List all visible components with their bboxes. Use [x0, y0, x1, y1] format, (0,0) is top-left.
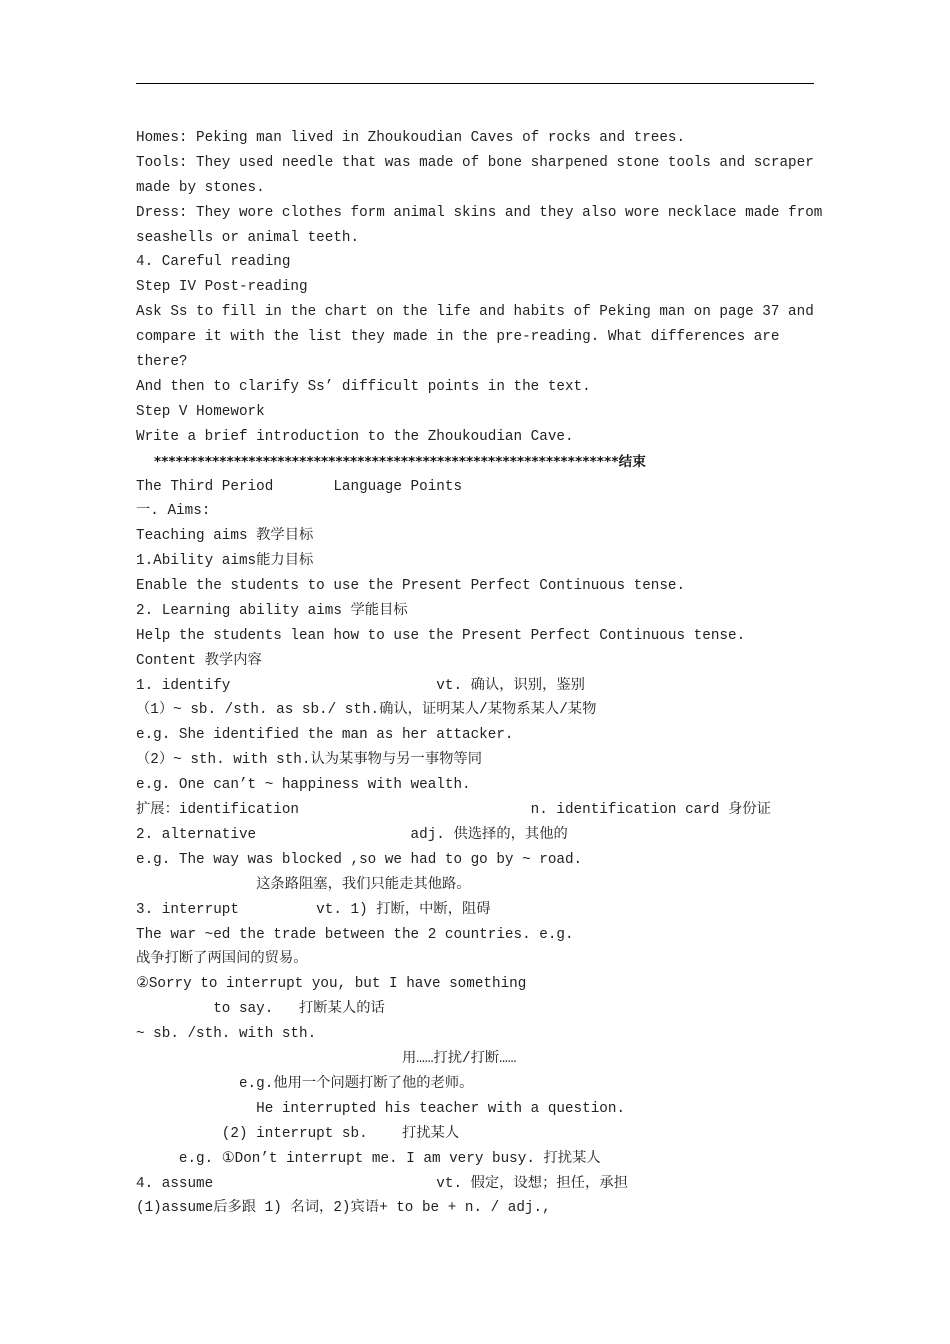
text-line-step-v: Step V Homework	[136, 404, 265, 420]
text-line-enable: Enable the students to use the Present Perfect Continuous tense.	[136, 578, 686, 594]
text-line-alternative-eg: e.g. The way was blocked ,so we had to go by ~ road.	[136, 852, 583, 868]
text-line-interrupt-with: ~ sb. /sth. with sth.	[136, 1026, 317, 1042]
text-line-assume: 4. assume vt. 假定，设想；担任，承担	[136, 1176, 628, 1192]
text-line-homework: Write a brief introduction to the Zhoukoudian Cave.	[136, 429, 574, 445]
text-line-identify-eg1: e.g. She identified the man as her attacker.	[136, 727, 514, 743]
text-line-alternative: 2. alternative adj. 供选择的，其他的	[136, 827, 568, 843]
text-line-interrupt-say: to say. 打断某人的话	[136, 1001, 385, 1017]
text-line-interrupt-cn: 战争打断了两国间的贸易。	[136, 951, 308, 967]
text-line-teaching-aims: Teaching aims 教学目标	[136, 528, 314, 544]
text-line-identify-1: （1）~ sb. /sth. as sb./ sth.确认，证明某人/某物系某人/某物	[136, 702, 597, 718]
section-separator: ****************************************************************结束	[154, 454, 647, 470]
text-line-clarify: And then to clarify Ss’ difficult points in the text.	[136, 379, 591, 395]
text-line-identify-eg2: e.g. One can’t ~ happiness with wealth.	[136, 777, 471, 793]
text-line-ask-ss: Ask Ss to fill in the chart on the life and habits of Peking man on page 37 and	[136, 304, 814, 320]
text-line-learning-ability: 2. Learning ability aims 学能目标	[136, 603, 408, 619]
text-line-interrupt-eg-cn: e.g.他用一个问题打断了他的老师。	[136, 1076, 474, 1092]
text-line-interrupt-sb: (2) interrupt sb. 打扰某人	[136, 1126, 460, 1142]
text-line-careful-reading: 4. Careful reading	[136, 254, 291, 270]
text-line-ability-aims: 1.Ability aims能力目标	[136, 553, 314, 569]
text-line-tools: Tools: They used needle that was made of bone sharpened stone tools and scraper	[136, 155, 814, 171]
text-line-alternative-cn: 这条路阻塞，我们只能走其他路。	[136, 877, 471, 893]
text-line-interrupt-eg-en: He interrupted his teacher with a question.	[136, 1101, 626, 1117]
text-line-assume-1: (1)assume后多跟 1) 名词，2)宾语+ to be + n. / adj.,	[136, 1200, 551, 1216]
text-line-content: Content 教学内容	[136, 653, 262, 669]
text-line-step-iv: Step IV Post-reading	[136, 279, 308, 295]
text-line-third-period: The Third Period Language Points	[136, 479, 463, 495]
text-line-homes: Homes: Peking man lived in Zhoukoudian Caves of rocks and trees.	[136, 130, 686, 146]
header-rule	[136, 83, 814, 84]
text-line-interrupt-sorry: ②Sorry to interrupt you, but I have something	[136, 976, 527, 992]
text-line-help: Help the students lean how to use the Present Perfect Continuous tense.	[136, 628, 746, 644]
text-line-identify-2: （2）~ sth. with sth.认为某事物与另一事物等同	[136, 752, 483, 768]
text-line-tools-cont: made by stones.	[136, 180, 265, 196]
text-line-interrupt: 3. interrupt vt. 1) 打断，中断，阻碍	[136, 902, 491, 918]
text-line-interrupt-with-cn: 用……打扰/打断……	[136, 1051, 517, 1067]
text-line-identification: 扩展：identification n. identification card 身份证	[136, 802, 771, 818]
text-line-there: there?	[136, 354, 188, 370]
text-line-compare: compare it with the list they made in the pre-reading. What differences are	[136, 329, 780, 345]
text-line-dress-cont: seashells or animal teeth.	[136, 230, 360, 246]
text-line-dress: Dress: They wore clothes form animal skins and they also wore necklace made from	[136, 205, 823, 221]
text-line-interrupt-dont: e.g. ①Don’t interrupt me. I am very busy. 打扰某人	[136, 1151, 601, 1167]
text-line-identify: 1. identify vt. 确认，识别，鉴别	[136, 678, 585, 694]
text-line-interrupt-war: The war ~ed the trade between the 2 countries. e.g.	[136, 927, 574, 943]
text-line-aims: 一. Aims:	[136, 503, 211, 519]
